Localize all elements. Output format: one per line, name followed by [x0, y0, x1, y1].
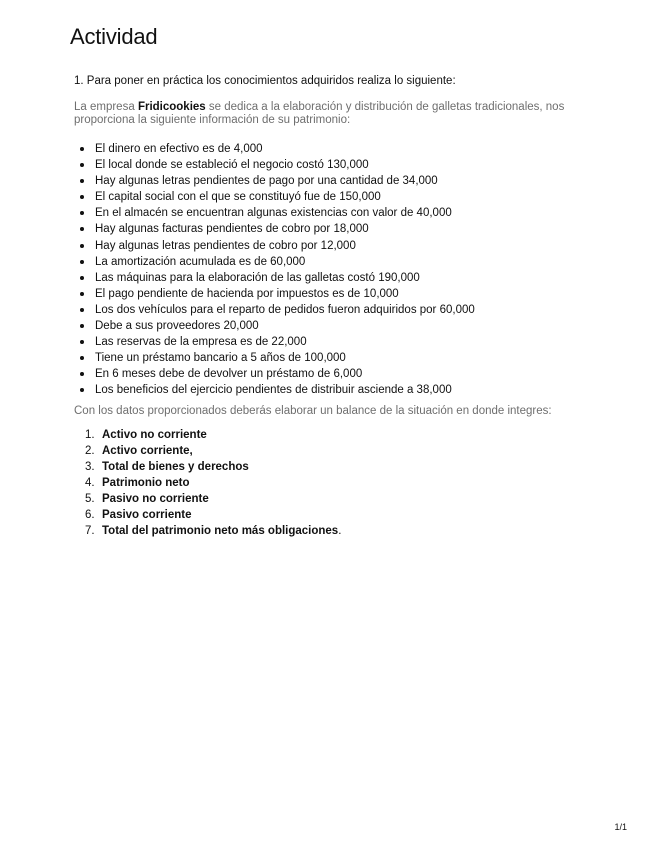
page-title: Actividad [70, 24, 158, 49]
list-item [95, 157, 475, 173]
list-item-text: Debe a sus proveedores 20,000 [95, 320, 259, 333]
list-item [95, 350, 475, 366]
list-item [95, 238, 475, 254]
bullet-icon [80, 276, 84, 280]
instruction-text: 1. Para poner en práctica los conocimientos adquiridos realiza lo siguiente: [74, 75, 456, 87]
list-item [95, 221, 475, 237]
list-item [95, 189, 475, 205]
bullet-icon [80, 372, 84, 376]
list-number: 7. [85, 525, 95, 537]
list-item-text: Los beneficios del ejercicio pendientes de distribuir asciende a 38,000 [95, 384, 452, 397]
list-item [85, 427, 341, 443]
list-item-text: Las reservas de la empresa es de 22,000 [95, 336, 307, 349]
list-number: 5. [85, 493, 95, 505]
bullet-icon [80, 340, 84, 344]
intro-paragraph [74, 101, 584, 127]
bullet-icon [80, 260, 84, 264]
list-item-text: Activo no corriente [102, 429, 207, 441]
bullet-icon [80, 211, 84, 215]
list-item-text: Patrimonio neto [102, 477, 190, 489]
list-item-text: En el almacén se encuentran algunas existencias con valor de 40,000 [95, 207, 452, 220]
list-item-tail: . [338, 525, 342, 537]
list-number: 1. [85, 429, 95, 441]
list-item [85, 507, 341, 523]
list-item-text: En 6 meses debe de devolver un préstamo de 6,000 [95, 368, 363, 381]
intro-suffix: se dedica a la elaboración y distribución de galletas tradicionales, nos proporciona la siguiente información de su patrimonio: [74, 101, 565, 126]
list-number: 2. [85, 445, 95, 457]
bullet-icon [80, 195, 84, 199]
closing-paragraph: Con los datos proporcionados deberás elaborar un balance de la situación en donde integres: [74, 405, 552, 417]
list-item [85, 459, 341, 475]
bullet-icon [80, 179, 84, 183]
list-item-text: Activo corriente, [102, 445, 193, 457]
page-number: 1/1 [614, 822, 627, 832]
list-item-text: Pasivo corriente [102, 509, 192, 521]
balance-parts-list [85, 427, 341, 539]
list-item-text: El pago pendiente de hacienda por impuestos es de 10,000 [95, 287, 399, 300]
list-item-text: Hay algunas facturas pendientes de cobro por 18,000 [95, 223, 369, 236]
list-item [95, 366, 475, 382]
list-number: 6. [85, 509, 95, 521]
list-item-text: El dinero en efectivo es de 4,000 [95, 143, 263, 155]
list-item [95, 286, 475, 302]
list-item-text: Hay algunas letras pendientes de cobro por 12,000 [95, 239, 356, 252]
list-item [85, 443, 341, 459]
company-name: Fridicookies [137, 101, 206, 113]
list-item [95, 254, 475, 270]
list-item-text: Las máquinas para la elaboración de las galletas costó 190,000 [95, 271, 420, 284]
list-item [95, 270, 475, 286]
bullet-icon [80, 308, 84, 312]
intro-prefix: La empresa [74, 101, 138, 113]
bullet-icon [80, 163, 84, 167]
list-number: 3. [85, 461, 95, 473]
list-item [95, 302, 475, 318]
bullet-icon [80, 147, 84, 151]
list-item [85, 523, 341, 539]
bullet-icon [80, 227, 84, 231]
list-item-text: El local donde se estableció el negocio costó 130,000 [95, 159, 369, 172]
list-item-text: El capital social con el que se constituyó fue de 150,000 [95, 191, 381, 204]
list-item [95, 382, 475, 398]
list-number: 4. [85, 477, 95, 489]
list-item-text: Total del patrimonio neto más obligaciones [102, 525, 339, 537]
patrimony-facts-list [78, 141, 475, 399]
list-item-text: Total de bienes y derechos [102, 461, 249, 473]
bullet-icon [80, 388, 84, 392]
list-item-text: La amortización acumulada es de 60,000 [95, 255, 306, 268]
list-item-text: Tiene un préstamo bancario a 5 años de 100,000 [95, 352, 346, 365]
bullet-icon [80, 244, 84, 248]
list-item-text: Los dos vehículos para el reparto de pedidos fueron adquiridos por 60,000 [95, 303, 475, 316]
list-item [85, 475, 341, 491]
bullet-icon [80, 324, 84, 328]
list-item-text: Hay algunas letras pendientes de pago por una cantidad de 34,000 [95, 175, 438, 188]
bullet-icon [80, 292, 84, 296]
list-item [85, 491, 341, 507]
list-item [95, 318, 475, 334]
bullet-icon [80, 356, 84, 360]
list-item [95, 334, 475, 350]
list-item [95, 141, 475, 157]
list-item-text: Pasivo no corriente [102, 493, 209, 505]
list-item [95, 205, 475, 221]
list-item [95, 173, 475, 189]
